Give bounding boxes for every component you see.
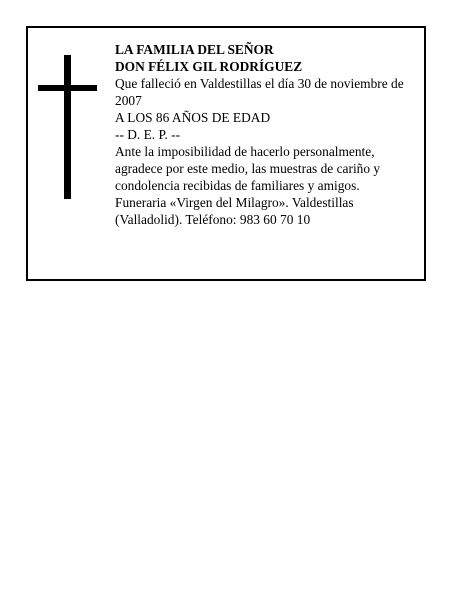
family-line: LA FAMILIA DEL SEÑOR (115, 42, 274, 57)
cross-icon (38, 55, 97, 199)
death-info: Que falleció en Valdestillas el día 30 de noviembre de 2007 (115, 76, 404, 108)
notice-text (115, 41, 415, 228)
cross-horizontal-bar (38, 85, 97, 91)
cross-vertical-bar (64, 55, 71, 199)
funeral-home-info: Funeraria «Virgen del Milagro». Valdestillas (Valladolid). Teléfono: 983 60 70 10 (115, 195, 354, 227)
obituary-notice (26, 26, 426, 281)
rip-line: -- D. E. P. -- (115, 127, 181, 142)
age-line: A LOS 86 AÑOS DE EDAD (115, 110, 271, 125)
deceased-name: DON FÉLIX GIL RODRÍGUEZ (115, 59, 303, 74)
thanks-message: Ante la imposibilidad de hacerlo personalmente, agradece por este medio, las muestras de cariño y condolencia recibidas de familiares y amigos. (115, 144, 381, 193)
